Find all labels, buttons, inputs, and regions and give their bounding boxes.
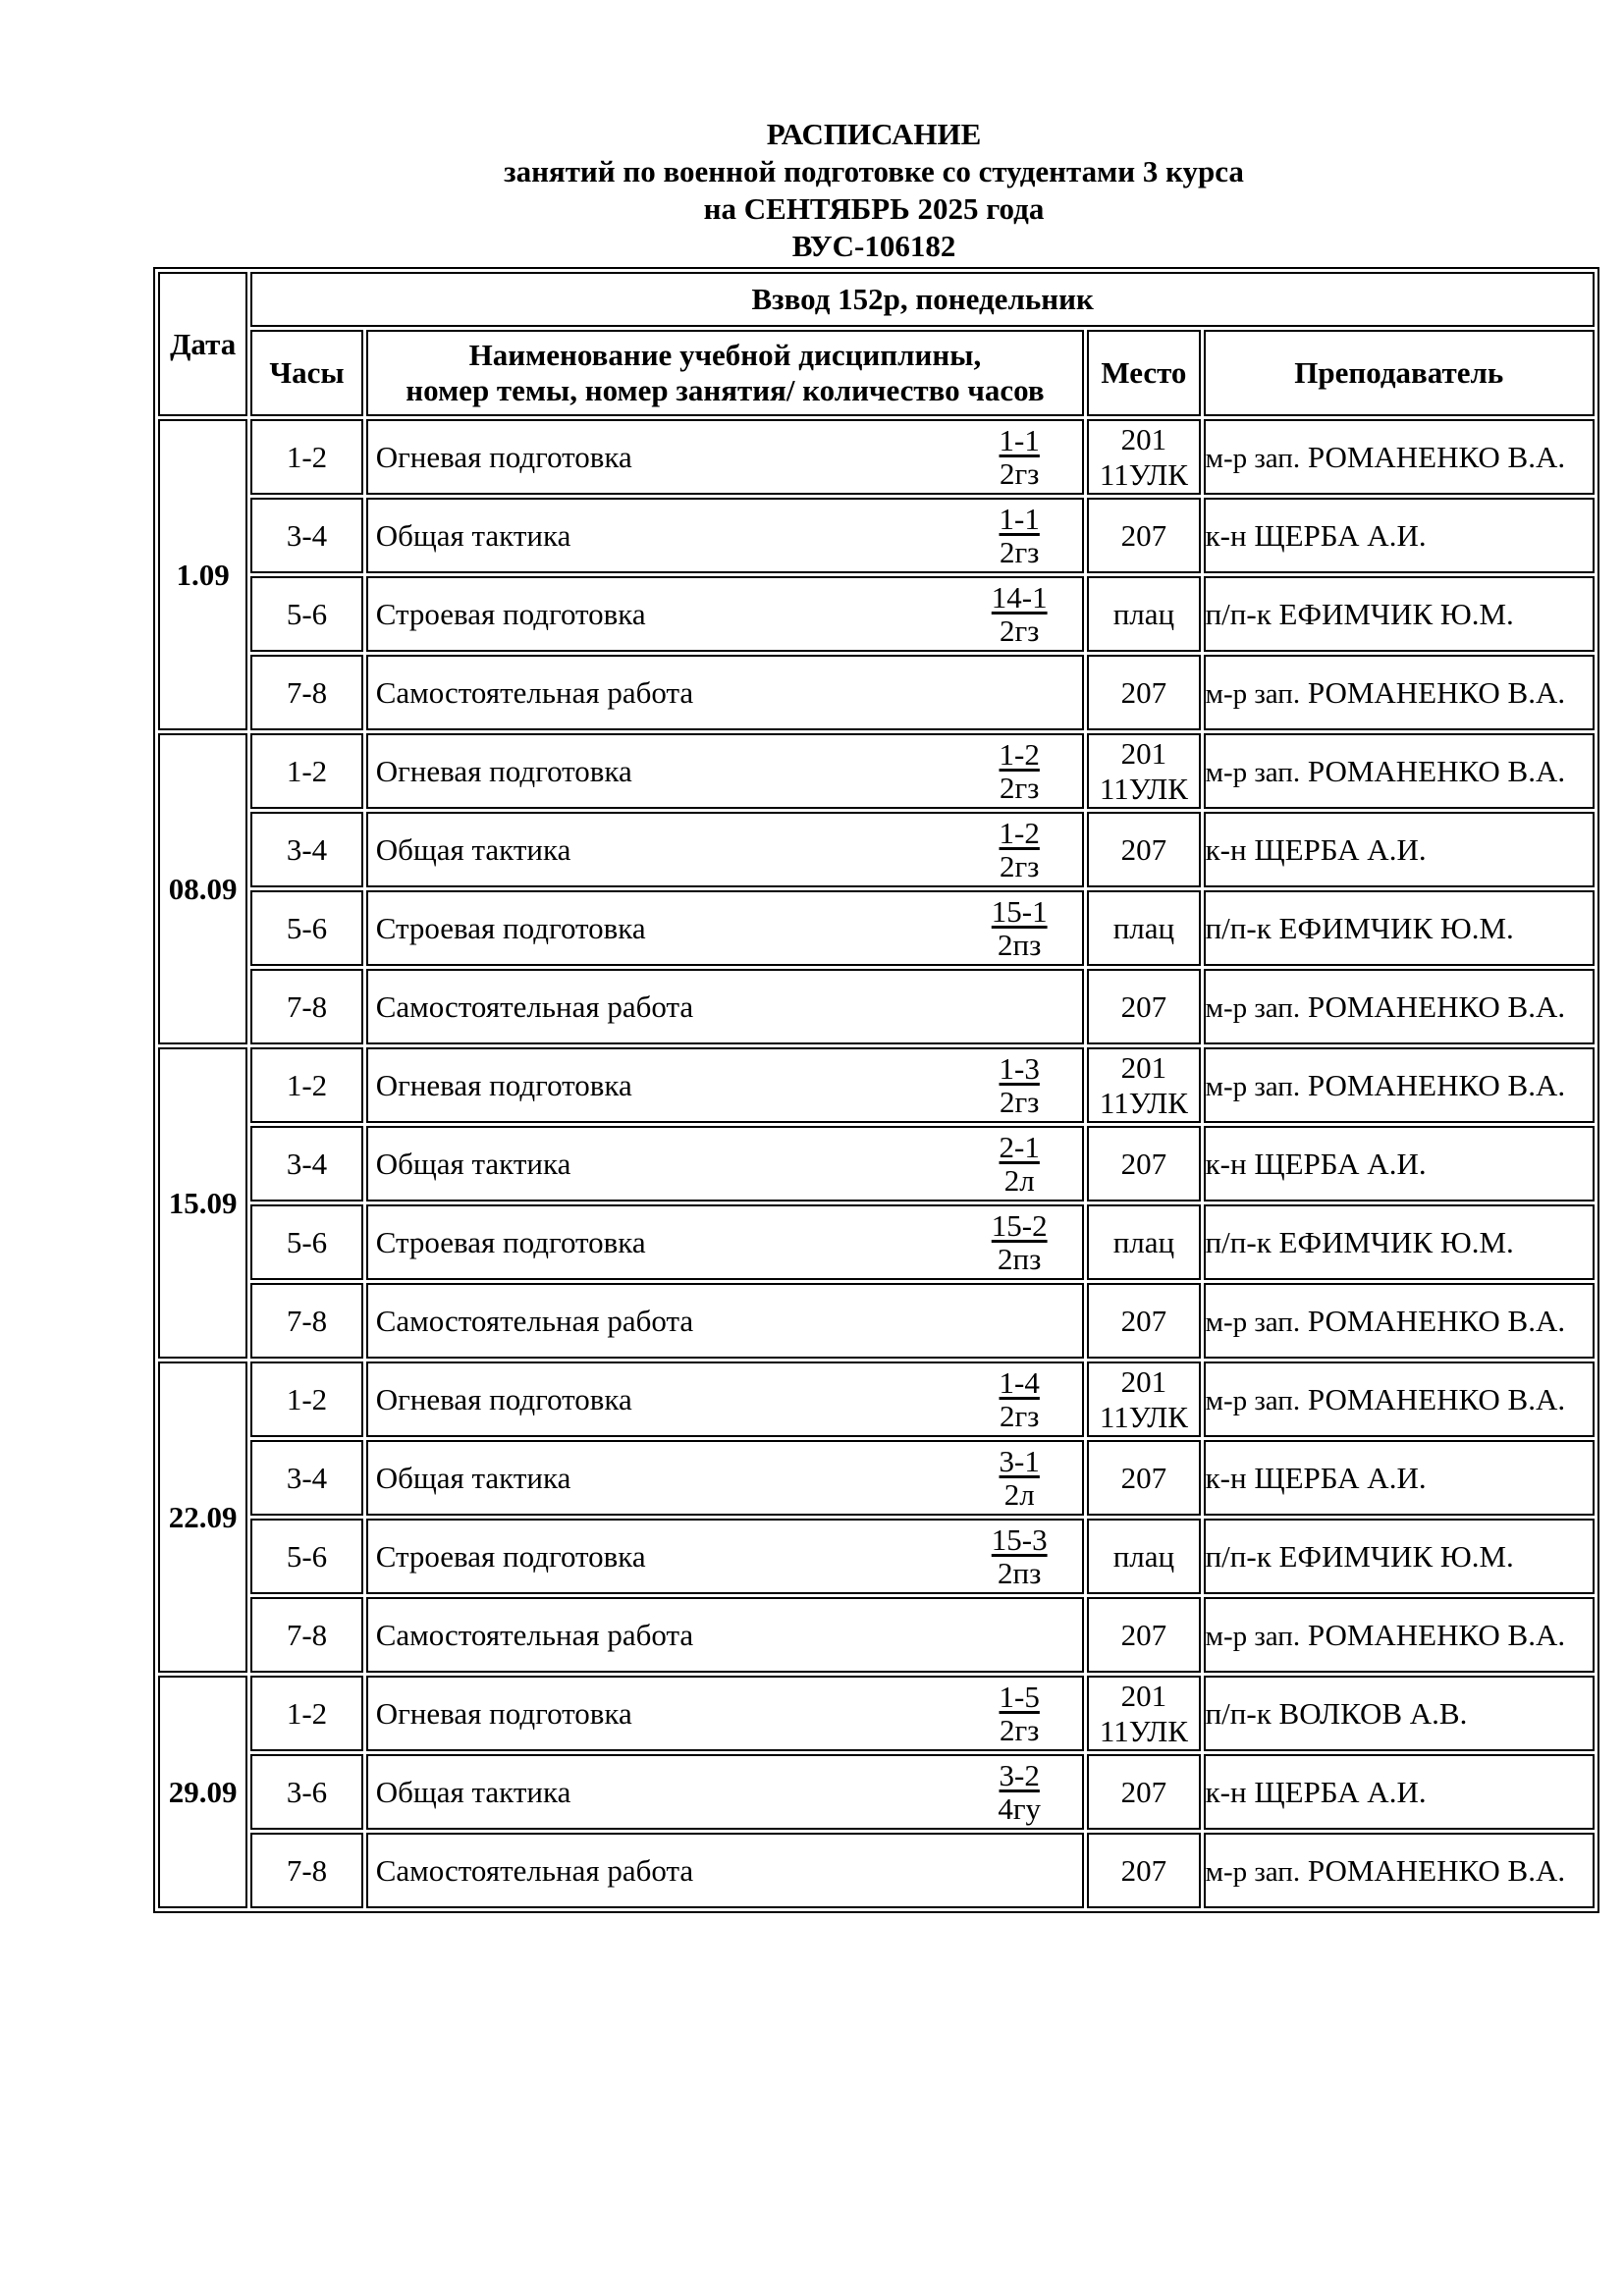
subject-cell bbox=[366, 1204, 1085, 1280]
subject-wrap bbox=[368, 895, 1083, 962]
subject-wrap bbox=[368, 1052, 1083, 1119]
teacher-rank: п/п-к bbox=[1205, 596, 1272, 631]
table-row bbox=[158, 1283, 1595, 1359]
subject-name: Самостоятельная работа bbox=[375, 1852, 694, 1888]
table-row bbox=[158, 498, 1595, 573]
teacher-name: РОМАНЕНКО В.А. bbox=[1307, 1617, 1566, 1652]
place-room: 201 bbox=[1120, 735, 1167, 771]
subject-cell bbox=[366, 1362, 1085, 1437]
col-header-subject bbox=[366, 330, 1085, 416]
lesson-hours: 2гз bbox=[999, 534, 1040, 569]
topic-number: 1-3 bbox=[999, 1050, 1040, 1086]
teacher-name: ЩЕРБА А.И. bbox=[1254, 1146, 1427, 1181]
place-cell bbox=[1087, 1283, 1200, 1359]
hours-cell: 3-6 bbox=[250, 1754, 362, 1830]
table-row bbox=[158, 1676, 1595, 1751]
place-room: 207 bbox=[1120, 1303, 1167, 1338]
subject-wrap bbox=[368, 1618, 1083, 1653]
teacher-cell bbox=[1204, 1676, 1595, 1751]
teacher-rank: п/п-к bbox=[1205, 1224, 1272, 1259]
subject-wrap bbox=[368, 1523, 1083, 1590]
lesson-hours: 4гу bbox=[998, 1790, 1042, 1826]
place-room: плац bbox=[1112, 910, 1175, 945]
subject-wrap bbox=[368, 1445, 1083, 1512]
hours-cell: 1-2 bbox=[250, 1362, 362, 1437]
table-row bbox=[158, 969, 1595, 1044]
teacher-name: РОМАНЕНКО В.А. bbox=[1307, 1067, 1566, 1102]
subject-name: Огневая подготовка bbox=[375, 1695, 632, 1731]
teacher-rank: м-р зап. bbox=[1205, 1620, 1301, 1652]
teacher-rank: м-р зап. bbox=[1205, 1855, 1301, 1888]
teacher-name: ЩЕРБА А.И. bbox=[1254, 1460, 1427, 1495]
lesson-hours: 2пз bbox=[998, 927, 1042, 962]
teacher-name: РОМАНЕНКО В.А. bbox=[1307, 753, 1566, 788]
col-header-subject-line1: Наименование учебной дисциплины, bbox=[468, 338, 982, 372]
subject-wrap bbox=[368, 1131, 1083, 1198]
date-cell: 15.09 bbox=[158, 1047, 247, 1359]
place-room: 201 bbox=[1120, 421, 1167, 456]
teacher-name: ЕФИМЧИК Ю.М. bbox=[1278, 1224, 1514, 1259]
subject-wrap bbox=[368, 738, 1083, 805]
hours-cell: 3-4 bbox=[250, 1440, 362, 1516]
hours-cell: 7-8 bbox=[250, 1283, 362, 1359]
subject-wrap bbox=[368, 1681, 1083, 1747]
teacher-name: РОМАНЕНКО В.А. bbox=[1307, 1303, 1566, 1338]
hours-cell: 5-6 bbox=[250, 1519, 362, 1594]
subject-cell bbox=[366, 1126, 1085, 1201]
lesson-hours: 2гз bbox=[999, 613, 1040, 648]
subject-cell bbox=[366, 1597, 1085, 1673]
teacher-rank: м-р зап. bbox=[1205, 1070, 1301, 1102]
subject-cell bbox=[366, 1283, 1085, 1359]
lesson-hours: 2гз bbox=[999, 1398, 1040, 1433]
place-cell bbox=[1087, 890, 1200, 966]
place-cell bbox=[1087, 1047, 1200, 1123]
hours-cell: 1-2 bbox=[250, 1676, 362, 1751]
subject-wrap bbox=[368, 1853, 1083, 1889]
date-cell: 1.09 bbox=[158, 419, 247, 730]
place-cell bbox=[1087, 1833, 1200, 1908]
subject-name: Общая тактика bbox=[375, 517, 571, 553]
topic-number: 2-1 bbox=[999, 1129, 1040, 1164]
teacher-name: РОМАНЕНКО В.А. bbox=[1307, 988, 1566, 1024]
col-header-date: Дата bbox=[158, 272, 247, 416]
teacher-name: РОМАНЕНКО В.А. bbox=[1307, 439, 1566, 474]
teacher-cell bbox=[1204, 812, 1595, 887]
topic-number: 1-2 bbox=[999, 736, 1040, 772]
subject-name: Огневая подготовка bbox=[375, 1067, 632, 1102]
topic-fraction bbox=[990, 1131, 1049, 1198]
place-cell bbox=[1087, 576, 1200, 652]
subject-name: Самостоятельная работа bbox=[375, 674, 694, 710]
lesson-hours: 2гз bbox=[999, 770, 1040, 805]
teacher-rank: п/п-к bbox=[1205, 1695, 1272, 1731]
lesson-hours: 2гз bbox=[999, 1084, 1040, 1119]
subject-name: Строевая подготовка bbox=[375, 910, 646, 945]
place-building: 11УЛК bbox=[1099, 1399, 1188, 1434]
subject-name: Общая тактика bbox=[375, 1146, 571, 1181]
place-building: 11УЛК bbox=[1099, 771, 1188, 806]
table-row bbox=[158, 1833, 1595, 1908]
col-header-subject-line2: номер темы, номер занятия/ количество часов bbox=[406, 373, 1045, 407]
place-cell bbox=[1087, 1362, 1200, 1437]
hours-cell: 5-6 bbox=[250, 890, 362, 966]
place-room: плац bbox=[1112, 1224, 1175, 1259]
table-row bbox=[158, 419, 1595, 495]
place-cell bbox=[1087, 655, 1200, 730]
place-cell bbox=[1087, 1204, 1200, 1280]
hours-cell: 7-8 bbox=[250, 1833, 362, 1908]
teacher-cell bbox=[1204, 1283, 1595, 1359]
teacher-cell bbox=[1204, 890, 1595, 966]
subject-cell bbox=[366, 1047, 1085, 1123]
place-building: 11УЛК bbox=[1099, 1713, 1188, 1748]
place-cell bbox=[1087, 733, 1200, 809]
teacher-name: ЕФИМЧИК Ю.М. bbox=[1278, 1538, 1514, 1574]
hours-cell: 1-2 bbox=[250, 733, 362, 809]
teacher-rank: к-н bbox=[1205, 1460, 1247, 1495]
subject-name: Огневая подготовка bbox=[375, 1381, 632, 1416]
lesson-hours: 2л bbox=[1003, 1476, 1035, 1512]
topic-number: 3-1 bbox=[999, 1443, 1040, 1478]
subject-name: Самостоятельная работа bbox=[375, 1617, 694, 1652]
place-cell bbox=[1087, 1519, 1200, 1594]
teacher-cell bbox=[1204, 1519, 1595, 1594]
table-row bbox=[158, 1362, 1595, 1437]
table-row bbox=[158, 1519, 1595, 1594]
place-cell bbox=[1087, 1440, 1200, 1516]
teacher-name: ЩЕРБА А.И. bbox=[1254, 831, 1427, 867]
subject-wrap bbox=[368, 503, 1083, 569]
teacher-name: ЩЕРБА А.И. bbox=[1254, 1774, 1427, 1809]
topic-fraction bbox=[990, 503, 1049, 569]
hours-cell: 1-2 bbox=[250, 1047, 362, 1123]
place-room: 201 bbox=[1120, 1049, 1167, 1085]
subject-cell bbox=[366, 1754, 1085, 1830]
table-row bbox=[158, 1440, 1595, 1516]
subject-wrap bbox=[368, 1366, 1083, 1433]
teacher-rank: м-р зап. bbox=[1205, 1306, 1301, 1338]
subject-wrap bbox=[368, 675, 1083, 711]
lesson-hours: 2гз bbox=[999, 1712, 1040, 1747]
place-building: 11УЛК bbox=[1099, 1085, 1188, 1120]
place-cell bbox=[1087, 498, 1200, 573]
hours-cell: 3-4 bbox=[250, 1126, 362, 1201]
teacher-rank: м-р зап. bbox=[1205, 677, 1301, 710]
subject-cell bbox=[366, 733, 1085, 809]
subject-cell bbox=[366, 1676, 1085, 1751]
place-room: 207 bbox=[1120, 1460, 1167, 1495]
table-row bbox=[158, 576, 1595, 652]
place-room: плац bbox=[1112, 1538, 1175, 1574]
teacher-name: ЩЕРБА А.И. bbox=[1254, 517, 1427, 553]
teacher-name: ЕФИМЧИК Ю.М. bbox=[1278, 910, 1514, 945]
place-room: 201 bbox=[1120, 1363, 1167, 1399]
place-cell bbox=[1087, 969, 1200, 1044]
hours-cell: 1-2 bbox=[250, 419, 362, 495]
document-title: РАСПИСАНИЕ bbox=[766, 117, 982, 151]
place-room: 207 bbox=[1120, 674, 1167, 710]
col-header-place: Место bbox=[1087, 330, 1200, 416]
subject-cell bbox=[366, 890, 1085, 966]
subject-name: Строевая подготовка bbox=[375, 1224, 646, 1259]
teacher-rank: м-р зап. bbox=[1205, 1384, 1301, 1416]
topic-fraction bbox=[990, 1209, 1049, 1276]
subject-name: Строевая подготовка bbox=[375, 1538, 646, 1574]
subject-cell bbox=[366, 1833, 1085, 1908]
teacher-cell bbox=[1204, 655, 1595, 730]
table-row bbox=[158, 1597, 1595, 1673]
subject-cell bbox=[366, 498, 1085, 573]
topic-fraction bbox=[990, 738, 1049, 805]
table-row bbox=[158, 1754, 1595, 1830]
place-cell bbox=[1087, 1126, 1200, 1201]
teacher-cell bbox=[1204, 419, 1595, 495]
topic-fraction bbox=[990, 1052, 1049, 1119]
hours-cell: 3-4 bbox=[250, 498, 362, 573]
teacher-rank: к-н bbox=[1205, 1146, 1247, 1181]
teacher-cell bbox=[1204, 1597, 1595, 1673]
topic-fraction bbox=[990, 424, 1049, 491]
table-row bbox=[158, 1204, 1595, 1280]
subject-name: Самостоятельная работа bbox=[375, 988, 694, 1024]
place-building: 11УЛК bbox=[1099, 456, 1188, 492]
document-period: на СЕНТЯБРЬ 2025 года bbox=[703, 191, 1045, 226]
table-row bbox=[158, 1126, 1595, 1201]
teacher-cell bbox=[1204, 1126, 1595, 1201]
topic-number: 1-1 bbox=[999, 501, 1040, 536]
place-cell bbox=[1087, 1597, 1200, 1673]
place-room: 207 bbox=[1120, 1146, 1167, 1181]
topic-fraction bbox=[990, 1759, 1049, 1826]
place-room: 207 bbox=[1120, 1617, 1167, 1652]
table-row bbox=[158, 812, 1595, 887]
table-row bbox=[158, 733, 1595, 809]
lesson-hours: 2гз bbox=[999, 848, 1040, 883]
subject-wrap bbox=[368, 817, 1083, 883]
subject-cell bbox=[366, 576, 1085, 652]
subject-name: Общая тактика bbox=[375, 1460, 571, 1495]
place-room: 207 bbox=[1120, 517, 1167, 553]
place-room: 207 bbox=[1120, 1774, 1167, 1809]
table-row bbox=[158, 1047, 1595, 1123]
place-cell bbox=[1087, 812, 1200, 887]
teacher-rank: к-н bbox=[1205, 1774, 1247, 1809]
col-header-teacher: Преподаватель bbox=[1204, 330, 1595, 416]
topic-fraction bbox=[990, 895, 1049, 962]
table-row bbox=[158, 655, 1595, 730]
teacher-cell bbox=[1204, 1440, 1595, 1516]
place-room: 207 bbox=[1120, 831, 1167, 867]
place-room: 207 bbox=[1120, 1852, 1167, 1888]
subject-name: Строевая подготовка bbox=[375, 596, 646, 631]
topic-number: 3-2 bbox=[999, 1757, 1040, 1792]
teacher-name: РОМАНЕНКО В.А. bbox=[1307, 674, 1566, 710]
document-subtitle: занятий по военной подготовке со студентами 3 курса bbox=[504, 154, 1244, 188]
teacher-rank: м-р зап. bbox=[1205, 442, 1301, 474]
teacher-name: ЕФИМЧИК Ю.М. bbox=[1278, 596, 1514, 631]
date-cell: 22.09 bbox=[158, 1362, 247, 1673]
topic-number: 1-1 bbox=[999, 422, 1040, 457]
place-cell bbox=[1087, 1754, 1200, 1830]
topic-number: 15-2 bbox=[991, 1207, 1048, 1243]
subject-wrap bbox=[368, 1209, 1083, 1276]
hours-cell: 7-8 bbox=[250, 655, 362, 730]
teacher-rank: п/п-к bbox=[1205, 1538, 1272, 1574]
table-row bbox=[158, 890, 1595, 966]
subject-name: Общая тактика bbox=[375, 831, 571, 867]
hours-cell: 7-8 bbox=[250, 969, 362, 1044]
subject-cell bbox=[366, 655, 1085, 730]
teacher-cell bbox=[1204, 1047, 1595, 1123]
teacher-name: РОМАНЕНКО В.А. bbox=[1307, 1852, 1566, 1888]
teacher-cell bbox=[1204, 1754, 1595, 1830]
subject-name: Огневая подготовка bbox=[375, 439, 632, 474]
teacher-cell bbox=[1204, 576, 1595, 652]
teacher-rank: м-р зап. bbox=[1205, 756, 1301, 788]
subject-wrap bbox=[368, 1304, 1083, 1339]
topic-number: 15-1 bbox=[991, 893, 1048, 929]
teacher-cell bbox=[1204, 1204, 1595, 1280]
topic-fraction bbox=[990, 1523, 1049, 1590]
teacher-rank: к-н bbox=[1205, 831, 1247, 867]
subject-wrap bbox=[368, 424, 1083, 491]
subject-name: Огневая подготовка bbox=[375, 753, 632, 788]
col-header-hours: Часы bbox=[250, 330, 362, 416]
hours-cell: 7-8 bbox=[250, 1597, 362, 1673]
place-room: 207 bbox=[1120, 988, 1167, 1024]
schedule-table bbox=[153, 267, 1599, 1913]
subject-name: Общая тактика bbox=[375, 1774, 571, 1809]
place-cell bbox=[1087, 1676, 1200, 1751]
subject-cell bbox=[366, 1440, 1085, 1516]
subject-wrap bbox=[368, 1759, 1083, 1826]
hours-cell: 3-4 bbox=[250, 812, 362, 887]
teacher-name: РОМАНЕНКО В.А. bbox=[1307, 1381, 1566, 1416]
place-room: плац bbox=[1112, 596, 1175, 631]
lesson-hours: 2пз bbox=[998, 1241, 1042, 1276]
subject-cell bbox=[366, 812, 1085, 887]
teacher-cell bbox=[1204, 969, 1595, 1044]
platoon-header: Взвод 152р, понедельник bbox=[250, 272, 1595, 327]
teacher-cell bbox=[1204, 1833, 1595, 1908]
lesson-hours: 2пз bbox=[998, 1555, 1042, 1590]
subject-wrap bbox=[368, 581, 1083, 648]
topic-number: 15-3 bbox=[991, 1522, 1048, 1557]
topic-number: 14-1 bbox=[991, 579, 1048, 614]
teacher-cell bbox=[1204, 498, 1595, 573]
subject-cell bbox=[366, 419, 1085, 495]
lesson-hours: 2л bbox=[1003, 1162, 1035, 1198]
hours-cell: 5-6 bbox=[250, 1204, 362, 1280]
topic-number: 1-2 bbox=[999, 815, 1040, 850]
teacher-rank: п/п-к bbox=[1205, 910, 1272, 945]
document-header bbox=[0, 116, 1624, 265]
subject-name: Самостоятельная работа bbox=[375, 1303, 694, 1338]
topic-fraction bbox=[990, 1366, 1049, 1433]
date-cell: 29.09 bbox=[158, 1676, 247, 1908]
teacher-cell bbox=[1204, 733, 1595, 809]
teacher-name: ВОЛКОВ А.В. bbox=[1278, 1695, 1468, 1731]
place-room: 201 bbox=[1120, 1678, 1167, 1713]
subject-wrap bbox=[368, 989, 1083, 1025]
topic-number: 1-5 bbox=[999, 1679, 1040, 1714]
topic-fraction bbox=[990, 817, 1049, 883]
lesson-hours: 2гз bbox=[999, 455, 1040, 491]
topic-fraction bbox=[990, 1445, 1049, 1512]
hours-cell: 5-6 bbox=[250, 576, 362, 652]
teacher-rank: м-р зап. bbox=[1205, 991, 1301, 1024]
teacher-cell bbox=[1204, 1362, 1595, 1437]
schedule-body bbox=[158, 419, 1595, 1908]
topic-number: 1-4 bbox=[999, 1364, 1040, 1400]
topic-fraction bbox=[990, 581, 1049, 648]
teacher-rank: к-н bbox=[1205, 517, 1247, 553]
subject-cell bbox=[366, 969, 1085, 1044]
topic-fraction bbox=[990, 1681, 1049, 1747]
document-specialty: ВУС-106182 bbox=[791, 229, 956, 263]
date-cell: 08.09 bbox=[158, 733, 247, 1044]
subject-cell bbox=[366, 1519, 1085, 1594]
place-cell bbox=[1087, 419, 1200, 495]
